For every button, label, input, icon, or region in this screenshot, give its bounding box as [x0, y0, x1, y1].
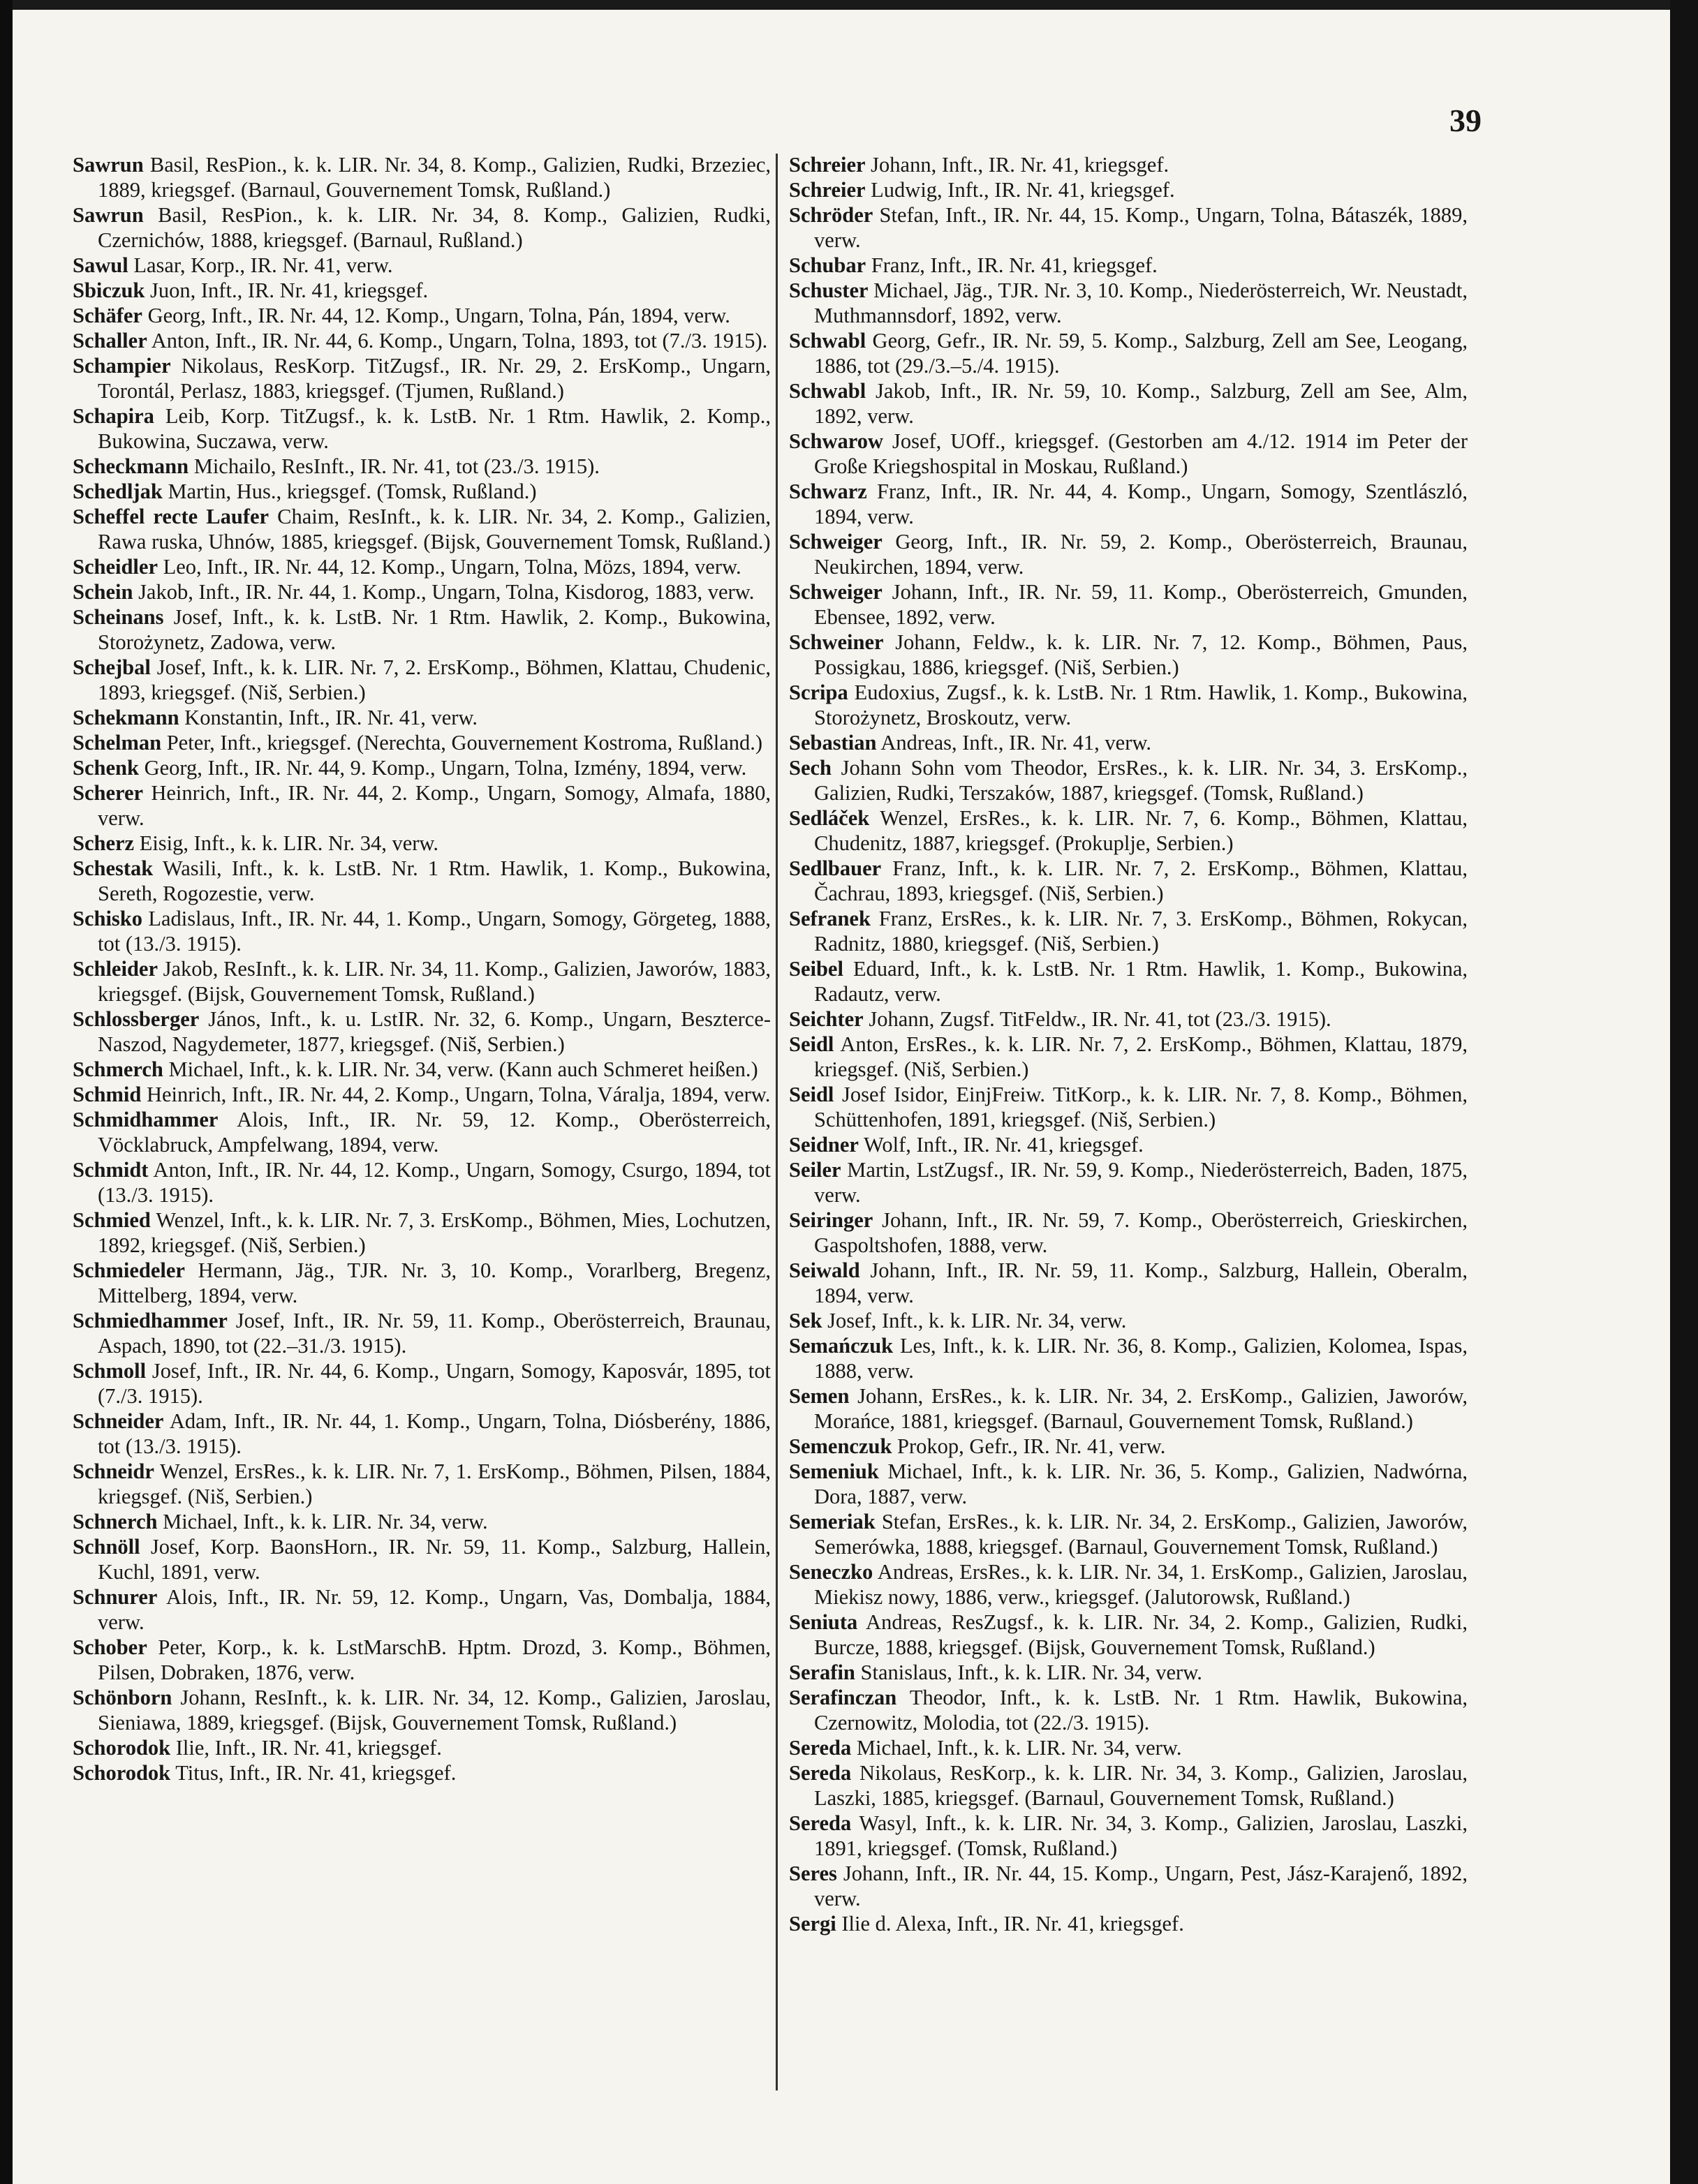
entry-surname: Semańczuk: [789, 1334, 894, 1358]
list-entry: [73, 403, 771, 454]
list-entry: [73, 1358, 771, 1409]
entry-surname: Semenczuk: [789, 1434, 892, 1458]
entry-surname: Schmiedeler: [73, 1258, 185, 1282]
list-entry: [789, 856, 1468, 906]
list-entry: [789, 1258, 1468, 1308]
entry-surname: Schapira: [73, 404, 154, 428]
entry-surname: Sedláček: [789, 806, 870, 830]
entry-details: Ilie d. Alexa, Inft., IR. Nr. 41, kriegsgef.: [836, 1912, 1184, 1936]
list-entry: [789, 1434, 1468, 1459]
entry-surname: Seidl: [789, 1032, 834, 1056]
scan-edge-left: [0, 0, 13, 2184]
list-entry: [789, 529, 1468, 579]
entry-surname: Seiler: [789, 1158, 841, 1182]
list-entry: [73, 1584, 771, 1635]
list-entry: [789, 152, 1468, 177]
entry-details: Michael, Inft., k. k. LIR. Nr. 34, verw.: [157, 1510, 488, 1533]
list-entry: [789, 730, 1468, 755]
list-entry: [73, 1157, 771, 1208]
list-entry: [789, 202, 1468, 253]
entry-surname: Schejbal: [73, 655, 151, 679]
entry-details: Andreas, ResZugsf., k. k. LIR. Nr. 34, 2. Komp., Galizien, Rudki, Burcze, 1888, kriegsgef. (Bijsk, Gouvernement Tomsk, Rußland.): [814, 1610, 1468, 1659]
entry-surname: Schorodok: [73, 1736, 171, 1760]
list-entry: [73, 1082, 771, 1107]
page-number: 39: [1449, 103, 1482, 138]
list-entry: [73, 278, 771, 303]
entry-surname: Scheinans: [73, 605, 164, 629]
entry-surname: Schönborn: [73, 1686, 172, 1709]
entry-details: Konstantin, Inft., IR. Nr. 41, verw.: [179, 706, 478, 729]
entry-surname: Schneidr: [73, 1459, 154, 1483]
entry-surname: Schedljak: [73, 480, 163, 503]
entry-details: Stefan, Inft., IR. Nr. 44, 15. Komp., Ungarn, Tolna, Bátaszék, 1889, verw.: [814, 203, 1468, 252]
list-entry: [789, 630, 1468, 680]
entry-details: Franz, Inft., IR. Nr. 44, 4. Komp., Ungarn, Somogy, Szentlászló, 1894, verw.: [814, 480, 1468, 528]
entry-surname: Schestak: [73, 856, 154, 880]
entry-surname: Serafinczan: [789, 1686, 897, 1709]
entry-surname: Sawrun: [73, 203, 144, 227]
entry-details: Franz, Inft., k. k. LIR. Nr. 7, 2. ErsKomp., Böhmen, Klattau, Čachrau, 1893, kriegsgef. (Niš, Serbien.): [814, 856, 1468, 905]
list-entry: [789, 579, 1468, 630]
list-entry: [73, 705, 771, 730]
entry-surname: Seres: [789, 1862, 837, 1885]
list-entry: [73, 1685, 771, 1735]
left-column: [73, 152, 771, 1785]
entry-details: Anton, Inft., IR. Nr. 44, 6. Komp., Ungarn, Tolna, 1893, tot (7./3. 1915).: [147, 329, 768, 352]
entry-details: Nikolaus, ResKorp. TitZugsf., IR. Nr. 29, 2. ErsKomp., Ungarn, Torontál, Perlasz, 1883, kriegsgef. (Tjumen, Rußland.): [98, 354, 771, 403]
list-entry: [73, 1735, 771, 1760]
entry-surname: Sereda: [789, 1761, 852, 1785]
list-entry: [789, 805, 1468, 856]
entry-surname: Serafin: [789, 1661, 855, 1684]
list-entry: [789, 1685, 1468, 1735]
entry-surname: Schnerch: [73, 1510, 158, 1533]
entry-details: Johann, ErsRes., k. k. LIR. Nr. 34, 2. ErsKomp., Galizien, Jaworów, Morańce, 1881, kriegsgef. (Barnaul, Gouvernement Tomsk, Rußland.): [814, 1384, 1468, 1433]
list-entry: [73, 755, 771, 780]
entry-surname: Seidl: [789, 1083, 834, 1106]
entry-details: Lasar, Korp., IR. Nr. 41, verw.: [128, 253, 393, 277]
list-entry: [73, 479, 771, 504]
list-entry: [73, 454, 771, 479]
list-entry: [73, 1258, 771, 1308]
entry-surname: Schwabl: [789, 329, 866, 352]
entry-surname: Schampier: [73, 354, 171, 378]
entry-surname: Schmoll: [73, 1359, 147, 1383]
entry-surname: Schnurer: [73, 1585, 158, 1609]
list-entry: [73, 856, 771, 906]
entry-details: Johann, Feldw., k. k. LIR. Nr. 7, 12. Komp., Böhmen, Paus, Possigkau, 1886, kriegsgef. (Niš, Serbien.): [814, 630, 1468, 679]
entry-details: Eduard, Inft., k. k. LstB. Nr. 1 Rtm. Hawlik, 1. Komp., Bukowina, Radautz, verw.: [814, 957, 1468, 1006]
entry-details: Johann, Inft., IR. Nr. 59, 7. Komp., Oberösterreich, Grieskirchen, Gaspoltshofen, 1888, verw.: [814, 1208, 1468, 1257]
list-entry: [789, 1760, 1468, 1811]
list-entry: [789, 1383, 1468, 1434]
list-entry: [73, 1509, 771, 1534]
entry-surname: Schein: [73, 580, 133, 604]
entry-details: Georg, Gefr., IR. Nr. 59, 5. Komp., Salzburg, Zell am See, Leogang, 1886, tot (29./3.–5./4. 1915).: [814, 329, 1468, 378]
entry-details: Jakob, Inft., IR. Nr. 59, 10. Komp., Salzburg, Zell am See, Alm, 1892, verw.: [814, 379, 1468, 428]
entry-details: Jakob, Inft., IR. Nr. 44, 1. Komp., Ungarn, Tolna, Kisdorog, 1883, verw.: [133, 580, 755, 604]
entry-details: Wolf, Inft., IR. Nr. 41, kriegsgef.: [858, 1133, 1144, 1157]
list-entry: [789, 1132, 1468, 1157]
entry-details: Alois, Inft., IR. Nr. 59, 12. Komp., Ungarn, Vas, Dombalja, 1884, verw.: [98, 1585, 771, 1634]
list-entry: [789, 429, 1468, 479]
list-entry: [789, 1559, 1468, 1610]
list-entry: [789, 755, 1468, 805]
list-entry: [789, 1157, 1468, 1208]
list-entry: [73, 353, 771, 403]
entry-details: Basil, ResPion., k. k. LIR. Nr. 34, 8. Komp., Galizien, Rudki, Czernichów, 1888, kriegsgef. (Barnaul, Rußland.): [98, 203, 771, 252]
entry-details: Wasyl, Inft., k. k. LIR. Nr. 34, 3. Komp., Galizien, Jaroslau, Laszki, 1891, kriegsgef. (Tomsk, Rußland.): [814, 1811, 1468, 1860]
entry-surname: Schlossberger: [73, 1007, 200, 1031]
list-entry: [73, 1409, 771, 1459]
list-entry: [73, 1534, 771, 1584]
entry-surname: Sefranek: [789, 907, 871, 930]
list-entry: [789, 1208, 1468, 1258]
list-entry: [789, 1459, 1468, 1509]
entry-surname: Schwabl: [789, 379, 866, 403]
entry-surname: Semen: [789, 1384, 850, 1408]
entry-surname: Schweiger: [789, 580, 883, 604]
entry-surname: Seichter: [789, 1007, 864, 1031]
list-entry: [789, 906, 1468, 956]
entry-surname: Schenk: [73, 756, 139, 780]
entry-surname: Scherer: [73, 781, 144, 805]
list-entry: [789, 328, 1468, 378]
entry-details: Michailo, ResInft., IR. Nr. 41, tot (23./3. 1915).: [189, 454, 600, 478]
entry-details: Johann, ResInft., k. k. LIR. Nr. 34, 12. Komp., Galizien, Jaroslau, Sieniawa, 1889, kriegsgef. (Bijsk, Gouvernement Tomsk, Rußland.): [98, 1686, 771, 1734]
entry-details: Ilie, Inft., IR. Nr. 41, kriegsgef.: [170, 1736, 442, 1760]
list-entry: [789, 1082, 1468, 1132]
entry-surname: Schmiedhammer: [73, 1309, 228, 1332]
entry-details: Anton, ErsRes., k. k. LIR. Nr. 7, 2. ErsKomp., Böhmen, Klattau, 1879, kriegsgef. (Niš, Serbien.): [814, 1032, 1468, 1081]
entry-surname: Schisko: [73, 907, 143, 930]
list-entry: [73, 1006, 771, 1057]
list-entry: [789, 1006, 1468, 1032]
list-entry: [789, 956, 1468, 1006]
list-entry: [73, 504, 771, 554]
entry-surname: Schubar: [789, 253, 866, 277]
entry-details: Josef, Korp. BaonsHorn., IR. Nr. 59, 11. Komp., Salzburg, Hallein, Kuchl, 1891, verw.: [98, 1535, 771, 1584]
entry-surname: Sereda: [789, 1736, 852, 1760]
entry-details: Johann, Zugsf. TitFeldw., IR. Nr. 41, tot (23./3. 1915).: [863, 1007, 1331, 1031]
entry-surname: Schneider: [73, 1409, 164, 1433]
entry-details: Wenzel, Inft., k. k. LIR. Nr. 7, 3. ErsKomp., Böhmen, Mies, Lochutzen, 1892, kriegsgef. (Niš, Serbien.): [98, 1208, 771, 1257]
entry-details: Johann, Inft., IR. Nr. 41, kriegsgef.: [865, 153, 1169, 177]
entry-surname: Sergi: [789, 1912, 836, 1936]
entry-surname: Schwarz: [789, 480, 867, 503]
entry-surname: Seiwald: [789, 1258, 860, 1282]
entry-surname: Schmied: [73, 1208, 151, 1232]
entry-details: Juon, Inft., IR. Nr. 41, kriegsgef.: [145, 278, 429, 302]
entry-details: Franz, ErsRes., k. k. LIR. Nr. 7, 3. ErsKomp., Böhmen, Rokycan, Radnitz, 1880, kriegsgef. (Niš, Serbien.): [814, 907, 1468, 956]
entry-details: Michael, Inft., k. k. LIR. Nr. 34, verw. (Kann auch Schmeret heißen.): [163, 1057, 758, 1081]
entry-details: Peter, Inft., kriegsgef. (Nerechta, Gouvernement Kostroma, Rußland.): [161, 731, 763, 755]
entry-details: Georg, Inft., IR. Nr. 44, 12. Komp., Ungarn, Tolna, Pán, 1894, verw.: [142, 304, 730, 327]
entry-surname: Sawrun: [73, 153, 144, 177]
entry-details: Alois, Inft., IR. Nr. 59, 12. Komp., Oberösterreich, Vöcklabruck, Ampfelwang, 1894, verw.: [98, 1108, 771, 1157]
entry-details: Stanislaus, Inft., k. k. LIR. Nr. 34, verw.: [855, 1661, 1202, 1684]
entry-surname: Sbiczuk: [73, 278, 145, 302]
entry-surname: Schröder: [789, 203, 873, 227]
entry-details: Jakob, ResInft., k. k. LIR. Nr. 34, 11. Komp., Galizien, Jaworów, 1883, kriegsgef. (Bijsk, Gouvernement Tomsk, Rußland.): [98, 957, 771, 1006]
list-entry: [789, 177, 1468, 202]
entry-surname: Seneczko: [789, 1560, 873, 1584]
entry-details: Franz, Inft., IR. Nr. 41, kriegsgef.: [866, 253, 1158, 277]
entry-surname: Schleider: [73, 957, 158, 981]
list-entry: [73, 655, 771, 705]
entry-details: Eudoxius, Zugsf., k. k. LstB. Nr. 1 Rtm. Hawlik, 1. Komp., Bukowina, Storożynetz, Broskoutz, verw.: [814, 681, 1468, 729]
entry-surname: Schäfer: [73, 304, 142, 327]
entry-details: Johann, Inft., IR. Nr. 44, 15. Komp., Ungarn, Pest, Jász-Karajenő, 1892, verw.: [814, 1862, 1468, 1910]
list-entry: [789, 1660, 1468, 1685]
list-entry: [789, 1911, 1468, 1936]
entry-details: Martin, Hus., kriegsgef. (Tomsk, Rußland.): [162, 480, 537, 503]
entry-surname: Scherz: [73, 831, 135, 855]
list-entry: [789, 378, 1468, 429]
entry-details: Michael, Inft., k. k. LIR. Nr. 34, verw.: [851, 1736, 1182, 1760]
entry-surname: Schekmann: [73, 706, 179, 729]
entry-details: Michael, Inft., k. k. LIR. Nr. 36, 5. Komp., Galizien, Nadwórna, Dora, 1887, verw.: [814, 1459, 1468, 1508]
entry-surname: Schmid: [73, 1083, 142, 1106]
list-entry: [73, 604, 771, 655]
entry-details: Chaim, ResInft., k. k. LIR. Nr. 34, 2. Komp., Galizien, Rawa ruska, Uhnów, 1885, kriegsgef. (Bijsk, Gouvernement Tomsk, Rußland.): [98, 505, 771, 554]
list-entry: [789, 680, 1468, 730]
entry-surname: Schweiner: [789, 630, 884, 654]
entry-surname: Sek: [789, 1309, 822, 1332]
entry-details: Georg, Inft., IR. Nr. 44, 9. Komp., Ungarn, Tolna, Izmény, 1894, verw.: [138, 756, 747, 780]
entry-details: János, Inft., k. u. LstIR. Nr. 32, 6. Komp., Ungarn, Beszterce-Naszod, Nagydemeter, 1877, kriegsgef. (Niš, Serbien.): [98, 1007, 771, 1056]
entry-surname: Schober: [73, 1635, 147, 1659]
entry-surname: Semeniuk: [789, 1459, 879, 1483]
entry-details: Josef, Inft., k. k. LstB. Nr. 1 Rtm. Hawlik, 2. Komp., Bukowina, Storożynetz, Zadowa, verw.: [98, 605, 771, 654]
list-entry: [73, 956, 771, 1006]
list-entry: [73, 1459, 771, 1509]
entry-details: Josef, Inft., k. k. LIR. Nr. 7, 2. ErsKomp., Böhmen, Klattau, Chudenic, 1893, kriegsgef. (Niš, Serbien.): [98, 655, 771, 704]
list-entry: [73, 831, 771, 856]
list-entry: [789, 1032, 1468, 1082]
entry-details: Peter, Korp., k. k. LstMarschB. Hptm. Drozd, 3. Komp., Böhmen, Pilsen, Dobraken, 1876, verw.: [98, 1635, 771, 1684]
entry-details: Martin, LstZugsf., IR. Nr. 59, 9. Komp., Niederösterreich, Baden, 1875, verw.: [814, 1158, 1468, 1207]
entry-surname: Semeriak: [789, 1510, 876, 1533]
list-entry: [73, 1635, 771, 1685]
entry-details: Michael, Jäg., TJR. Nr. 3, 10. Komp., Niederösterreich, Wr. Neustadt, Muthmannsdorf, 1892, verw.: [814, 278, 1468, 327]
entry-details: Josef, Inft., IR. Nr. 59, 11. Komp., Oberösterreich, Braunau, Aspach, 1890, tot (22.–31./3. 1915).: [98, 1309, 771, 1358]
entry-details: Les, Inft., k. k. LIR. Nr. 36, 8. Komp., Galizien, Kolomea, Ispas, 1888, verw.: [814, 1334, 1468, 1383]
entry-details: Eisig, Inft., k. k. LIR. Nr. 34, verw.: [134, 831, 439, 855]
entry-surname: Schweiger: [789, 530, 883, 554]
list-entry: [73, 780, 771, 831]
list-entry: [789, 278, 1468, 328]
entry-surname: Schuster: [789, 278, 869, 302]
entry-details: Anton, Inft., IR. Nr. 44, 12. Komp., Ungarn, Somogy, Csurgo, 1894, tot (13./3. 1915).: [98, 1158, 771, 1207]
list-entry: [789, 1861, 1468, 1911]
list-entry: [73, 906, 771, 956]
entry-surname: Sawul: [73, 253, 128, 277]
column-divider: [776, 154, 778, 2090]
list-entry: [73, 1107, 771, 1157]
entry-surname: Schaller: [73, 329, 147, 352]
list-entry: [73, 730, 771, 755]
entry-surname: Scripa: [789, 681, 848, 704]
entry-details: Leo, Inft., IR. Nr. 44, 12. Komp., Ungarn, Tolna, Mözs, 1894, verw.: [158, 555, 741, 579]
list-entry: [73, 202, 771, 253]
list-entry: [73, 303, 771, 328]
entry-surname: Schreier: [789, 153, 866, 177]
scan-edge-top: [0, 0, 1698, 10]
right-column: [789, 152, 1468, 1936]
entry-details: Ladislaus, Inft., IR. Nr. 44, 1. Komp., Ungarn, Somogy, Görgeteg, 1888, tot (13./3. 1915).: [98, 907, 771, 956]
entry-details: Johann Sohn vom Theodor, ErsRes., k. k. LIR. Nr. 34, 3. ErsKomp., Galizien, Rudki, Terszaków, 1887, kriegsgef. (Tomsk, Rußland.): [814, 756, 1468, 805]
list-entry: [73, 253, 771, 278]
entry-surname: Seidner: [789, 1133, 859, 1157]
entry-details: Josef, Inft., k. k. LIR. Nr. 34, verw.: [822, 1309, 1127, 1332]
entry-surname: Seibel: [789, 957, 843, 981]
list-entry: [789, 1811, 1468, 1861]
entry-details: Stefan, ErsRes., k. k. LIR. Nr. 34, 2. ErsKomp., Galizien, Jaworów, Semerówka, 1888, kriegsgef. (Barnaul, Gouvernement Tomsk, Rußland.): [814, 1510, 1468, 1559]
entry-details: Josef, UOff., kriegsgef. (Gestorben am 4./12. 1914 im Peter der Große Kriegshospital in Moskau, Rußland.): [814, 429, 1468, 478]
list-entry: [789, 1509, 1468, 1559]
entry-surname: Scheffel recte Laufer: [73, 505, 270, 528]
entry-details: Hermann, Jäg., TJR. Nr. 3, 10. Komp., Vorarlberg, Bregenz, Mittelberg, 1894, verw.: [98, 1258, 771, 1307]
entry-details: Heinrich, Inft., IR. Nr. 44, 2. Komp., Ungarn, Tolna, Váralja, 1894, verw.: [141, 1083, 771, 1106]
entry-details: Wenzel, ErsRes., k. k. LIR. Nr. 7, 6. Komp., Böhmen, Klattau, Chudenitz, 1887, kriegsgef. (Prokuplje, Serbien.): [814, 806, 1468, 855]
entry-details: Ludwig, Inft., IR. Nr. 41, kriegsgef.: [865, 178, 1175, 202]
entry-details: Adam, Inft., IR. Nr. 44, 1. Komp., Ungarn, Tolna, Diósberény, 1886, tot (13./3. 1915).: [98, 1409, 771, 1458]
list-entry: [73, 1760, 771, 1785]
list-entry: [73, 554, 771, 579]
entry-details: Johann, Inft., IR. Nr. 59, 11. Komp., Oberösterreich, Gmunden, Ebensee, 1892, verw.: [814, 580, 1468, 629]
entry-surname: Seniuta: [789, 1610, 858, 1634]
entry-details: Leib, Korp. TitZugsf., k. k. LstB. Nr. 1 Rtm. Hawlik, 2. Komp., Bukowina, Suczawa, verw.: [98, 404, 771, 453]
entry-details: Titus, Inft., IR. Nr. 41, kriegsgef.: [170, 1761, 457, 1785]
entry-surname: Schmidt: [73, 1158, 149, 1182]
entry-surname: Schnöll: [73, 1535, 140, 1559]
list-entry: [789, 1735, 1468, 1760]
entry-surname: Schwarow: [789, 429, 884, 453]
list-entry: [73, 1208, 771, 1258]
list-entry: [73, 328, 771, 353]
entry-details: Wenzel, ErsRes., k. k. LIR. Nr. 7, 1. ErsKomp., Böhmen, Pilsen, 1884, kriegsgef. (Niš, Serbien.): [98, 1459, 771, 1508]
list-entry: [789, 253, 1468, 278]
entry-surname: Schmidhammer: [73, 1108, 219, 1131]
entry-surname: Sech: [789, 756, 832, 780]
entry-details: Andreas, Inft., IR. Nr. 41, verw.: [876, 731, 1152, 755]
list-entry: [789, 1308, 1468, 1333]
list-entry: [789, 479, 1468, 529]
entry-surname: Scheidler: [73, 555, 158, 579]
list-entry: [789, 1333, 1468, 1383]
entry-surname: Schreier: [789, 178, 866, 202]
entry-surname: Schelman: [73, 731, 162, 755]
entry-details: Wasili, Inft., k. k. LstB. Nr. 1 Rtm. Hawlik, 1. Komp., Bukowina, Sereth, Rogozestie, verw.: [98, 856, 771, 905]
entry-details: Andreas, ErsRes., k. k. LIR. Nr. 34, 1. ErsKomp., Galizien, Jaroslau, Miekisz nowy, 1886, verw., kriegsgef. (Jalutorowsk, Rußland.): [814, 1560, 1468, 1609]
entry-details: Josef, Inft., IR. Nr. 44, 6. Komp., Ungarn, Somogy, Kaposvár, 1895, tot (7./3. 1915).: [98, 1359, 771, 1408]
list-entry: [73, 1308, 771, 1358]
entry-details: Basil, ResPion., k. k. LIR. Nr. 34, 8. Komp., Galizien, Rudki, Brzeziec, 1889, kriegsgef. (Barnaul, Gouvernement Tomsk, Rußland.): [98, 153, 771, 202]
entry-surname: Seiringer: [789, 1208, 873, 1232]
entry-surname: Sedlbauer: [789, 856, 882, 880]
entry-surname: Sereda: [789, 1811, 852, 1835]
entry-details: Josef Isidor, EinjFreiw. TitKorp., k. k. LIR. Nr. 7, 8. Komp., Böhmen, Schüttenhofen, 1891, kriegsgef. (Niš, Serbien.): [814, 1083, 1468, 1131]
list-entry: [73, 1057, 771, 1082]
list-entry: [73, 579, 771, 604]
entry-details: Prokop, Gefr., IR. Nr. 41, verw.: [892, 1434, 1166, 1458]
entry-surname: Schorodok: [73, 1761, 171, 1785]
scan-edge-right: [1670, 0, 1698, 2184]
list-entry: [789, 1610, 1468, 1660]
entry-surname: Schmerch: [73, 1057, 163, 1081]
list-entry: [73, 152, 771, 202]
entry-details: Theodor, Inft., k. k. LstB. Nr. 1 Rtm. Hawlik, Bukowina, Czernowitz, Molodia, tot (22./3. 1915).: [814, 1686, 1468, 1734]
entry-surname: Sebastian: [789, 731, 877, 755]
entry-details: Nikolaus, ResKorp., k. k. LIR. Nr. 34, 3. Komp., Galizien, Jaroslau, Laszki, 1885, kriegsgef. (Barnaul, Gouvernement Tomsk, Rußland.): [814, 1761, 1468, 1810]
entry-details: Georg, Inft., IR. Nr. 59, 2. Komp., Oberösterreich, Braunau, Neukirchen, 1894, verw.: [814, 530, 1468, 579]
entry-details: Heinrich, Inft., IR. Nr. 44, 2. Komp., Ungarn, Somogy, Almafa, 1880, verw.: [98, 781, 771, 830]
entry-surname: Scheckmann: [73, 454, 189, 478]
entry-details: Johann, Inft., IR. Nr. 59, 11. Komp., Salzburg, Hallein, Oberalm, 1894, verw.: [814, 1258, 1468, 1307]
